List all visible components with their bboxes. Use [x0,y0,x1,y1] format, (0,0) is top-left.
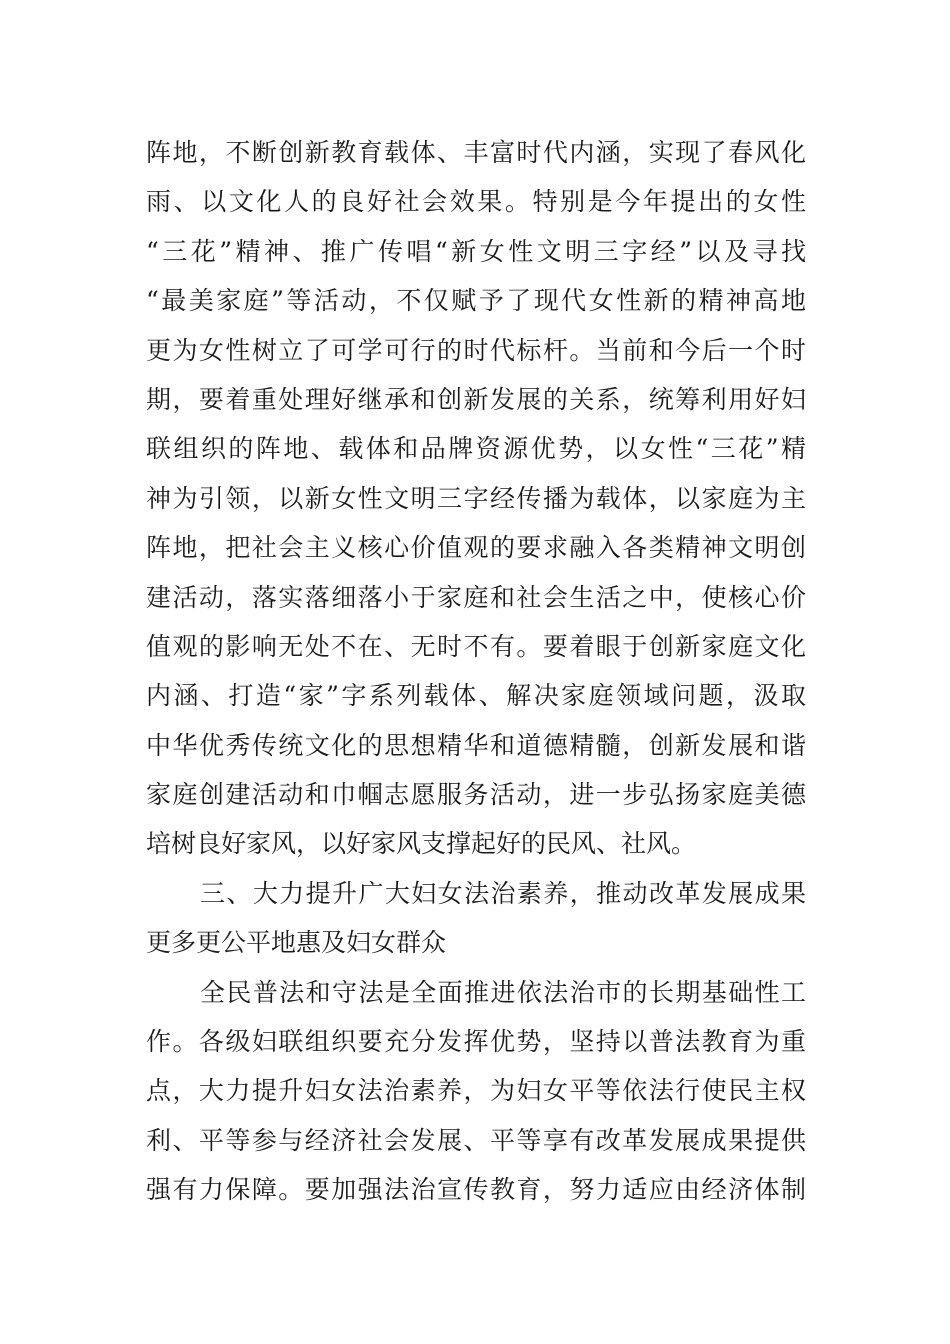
text-line: 培树良好家风，以好家风支撑起好的民风、社风。 [146,829,697,859]
text-line: 阵地，不断创新教育载体、丰富时代内涵，实现了春风化 [146,138,806,167]
text-line: 神为引领，以新女性文明三字经传播为载体，以家庭为主 [146,483,806,513]
text-line: 家庭创建活动和巾帼志愿服务活动，进一步弘扬家庭美德 [146,780,806,810]
text-line: 建活动，落实落细落小于家庭和社会生活之中，使核心价 [146,582,806,612]
text-line: 期，要着重处理好继承和创新发展的关系，统筹利用好妇 [146,384,806,414]
text-line: “三花”精神、推广传唱“新女性文明三字经”以及寻找 [146,236,806,266]
text-line: 值观的影响无处不在、无时不有。要着眼于创新家庭文化 [146,631,806,661]
section-heading-line: 三、大力提升广大妇女法治素养，推动改革发展成果 [200,878,806,908]
text-line: 雨、以文化人的良好社会效果。特别是今年提出的女性 [146,187,806,217]
text-line: 内涵、打造“家”字系列载体、解决家庭领域问题，汲取 [146,681,806,711]
text-line: 作。各级妇联组织要充分发挥优势，坚持以普法教育为重 [146,1027,806,1057]
section-heading-line: 更多更公平地惠及妇女群众 [146,928,447,958]
document-body [146,128,806,1215]
text-line: 联组织的阵地、载体和品牌资源优势，以女性“三花”精 [146,434,806,464]
text-line: 中华优秀传统文化的思想精华和道德精髓，创新发展和谐 [146,730,806,760]
text-line: 利、平等参与经济社会发展、平等享有改革发展成果提供 [146,1125,806,1155]
text-line: 强有力保障。要加强法治宣传教育，努力适应由经济体制 [146,1175,806,1205]
text-line: 全民普法和守法是全面推进依法治市的长期基础性工 [200,977,806,1007]
text-line: 阵地，把社会主义核心价值观的要求融入各类精神文明创 [146,533,806,563]
text-line: 更为女性树立了可学可行的时代标杆。当前和今后一个时 [146,335,806,365]
text-line: 点，大力提升妇女法治素养，为妇女平等依法行使民主权 [146,1076,806,1106]
text-line: “最美家庭”等活动，不仅赋予了现代女性新的精神高地 [146,286,806,316]
